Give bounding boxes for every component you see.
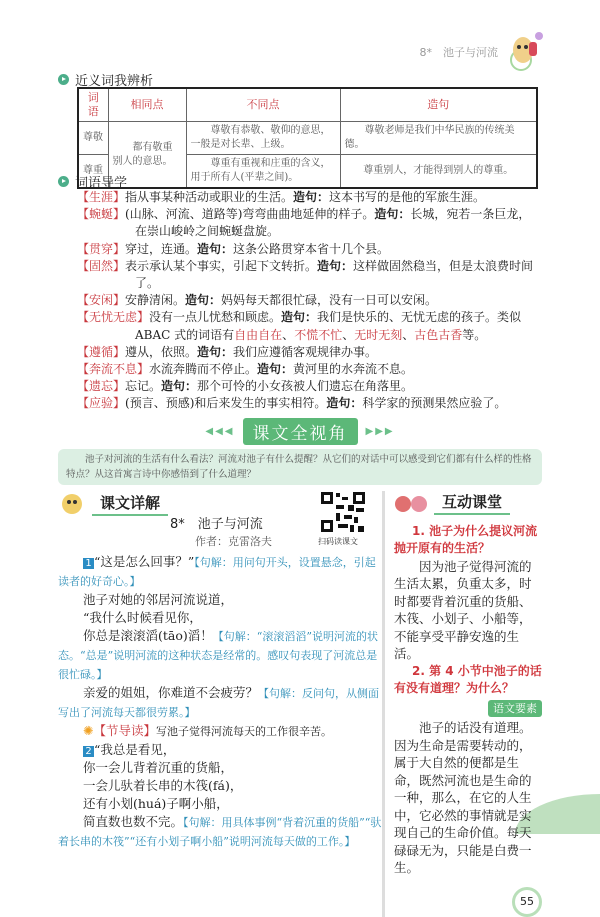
vocab-term: 【遗忘】	[77, 379, 126, 394]
annotation: 【句解：用问句开头，设置悬念，引起读者的好奇心。】	[58, 555, 376, 588]
table-cell-sentence: 尊重别人，才能得到别人的尊重。	[340, 155, 537, 189]
fruit-mascots-icon	[394, 491, 428, 515]
table-cell-diff: 尊敬有恭敬、敬仰的意思，一般是对长辈、上级。	[186, 122, 340, 155]
vocab-list	[77, 189, 542, 413]
vocab-term: 【奔流不息】	[77, 362, 150, 377]
vocab-definition: 没有一点儿忧愁和顾虑。	[149, 310, 282, 325]
qr-code[interactable]	[320, 491, 366, 533]
poem-line: 简直数也数不完。【句解：用具体事例“背着沉重的货船”“驮着长串的木筏”“还有小划子啊小船”说明河流每天做的工作。】	[58, 813, 382, 848]
abac-word: 古色古香	[414, 327, 463, 342]
running-header: 8* 池子与河流	[419, 46, 498, 59]
synonym-table	[77, 87, 538, 189]
vocab-term: 【应验】	[77, 396, 126, 411]
poem-line: 池子对她的邻居河流说道，	[83, 591, 234, 607]
vocab-term: 【贯穿】	[77, 241, 126, 256]
vocab-definition: (预言、预感)和后来发生的事实相符。	[125, 396, 327, 411]
mascot-illustration	[505, 30, 545, 72]
guiding-questions: 池子对河流的生活有什么看法？河流对池子有什么提醒？从它们的对话中可以感受到它们都有什么样的性格特点？从这首寓言诗中你感悟到了什么道理？	[58, 449, 542, 485]
interactive-class-heading: 互动课堂	[394, 491, 542, 515]
vocab-entry	[77, 361, 542, 378]
left-arrows-icon: ◀◀◀	[205, 425, 235, 437]
lesson-text	[58, 553, 382, 851]
play-bullet-icon	[58, 176, 69, 187]
col-header: 词语	[78, 88, 108, 122]
vocab-entry	[77, 344, 542, 361]
content-flow	[58, 189, 542, 917]
vocab-entry	[77, 189, 542, 206]
vocab-example: 我们是快乐的、无忧无虑的孩子。类似 ABAC 式的词语有	[135, 310, 522, 342]
sun-icon: ✺	[83, 722, 94, 738]
answer-1: 因为池子觉得河流的生活太累，负重太多，时时都要背着沉重的货船、木筏、小划子、小船等，不能享受平静安逸的生活。	[394, 558, 532, 662]
mascot-icon	[58, 491, 86, 517]
paragraph-2: 2 “我总是看见，	[58, 741, 382, 759]
section-vocab-title: 词语导学	[58, 172, 127, 191]
lesson-explain-heading: 课文详解	[58, 491, 168, 517]
vocab-definition: 忘记。	[125, 379, 162, 394]
paragraph-number: 2	[83, 746, 94, 757]
interactive-column	[382, 491, 542, 917]
annotation: 【句解：“滚滚滔滔”说明河流的状态。“总是”说明河流的这种状态是经常的。感叹句表现了河流总是很忙碌。】	[58, 629, 379, 681]
paragraph-1: 1 “这是怎么回事？”【句解：用问句开头，设置悬念，引起读者的好奇心。】	[58, 553, 376, 588]
paragraph-number: 1	[83, 558, 94, 569]
vocab-entry	[77, 258, 542, 292]
vocab-entry	[77, 206, 542, 240]
language-element-tag: 语文要素	[488, 700, 542, 718]
two-column-area	[58, 491, 542, 917]
table-cell-sentence: 尊敬老师是我们中华民族的传统美德。	[340, 122, 537, 155]
abac-word: 无时无刻	[354, 327, 403, 342]
table-cell-word: 尊敬	[78, 122, 108, 155]
table-cell-word: 尊重	[78, 155, 108, 189]
col-header: 造句	[340, 88, 537, 122]
example-label: 造句：	[281, 310, 318, 325]
abac-word: 不慌不忙	[294, 327, 343, 342]
play-bullet-icon	[58, 74, 69, 85]
poem-line: 一会儿驮着长串的木筏(fá)，	[83, 777, 243, 793]
lesson-author: 作者：克雷洛夫	[195, 534, 272, 548]
lesson-header	[58, 491, 382, 553]
section-synonyms-title: 近义词我辨析	[58, 70, 153, 89]
vocab-example: 这本书写的是他的军旅生涯。	[329, 190, 486, 204]
question-1: 1. 池子为什么提议河流抛开原有的生活？	[394, 523, 538, 556]
vocab-entry	[77, 292, 542, 309]
vocab-entry	[77, 241, 542, 258]
poem-line: “我什么时候看见你，	[83, 609, 202, 625]
vocab-term: 【蜿蜒】	[77, 207, 126, 222]
col-header: 不同点	[186, 88, 340, 122]
poem-line: 你一会儿背着沉重的货船，	[83, 759, 234, 775]
vocab-example: 黄河里的水奔流不息。	[293, 362, 414, 377]
separator: 、	[402, 327, 415, 342]
vocab-entry	[77, 309, 542, 343]
separator: 、	[282, 327, 295, 342]
vocab-term: 【生涯】	[77, 190, 126, 204]
vocab-definition: 表示承认某个事实，引起下文转折。	[125, 258, 318, 273]
banner-title: 课文全视角	[243, 418, 358, 445]
example-label: 造句：	[197, 344, 234, 359]
poem-line: 还有小划(huá)子啊小船，	[83, 795, 229, 811]
example-label: 造句：	[374, 207, 411, 222]
example-label: 造句：	[326, 396, 363, 411]
annotation: 【句解：反问句，从侧面写出了河流每天都很劳累。】	[58, 686, 380, 719]
table-cell-common: 都有敬重别人的意思。	[108, 122, 186, 189]
example-label: 造句：	[185, 293, 222, 308]
vocab-example: 长城，宛若一条巨龙，在崇山峻岭之间蜿蜒盘旋。	[135, 207, 531, 239]
vocab-definition: 穿过，连通。	[125, 241, 198, 256]
example-label: 造句：	[197, 241, 234, 256]
section-banner	[58, 418, 542, 445]
vocab-term: 【无忧无虑】	[77, 310, 150, 325]
interactive-qa	[394, 523, 542, 877]
vocab-example: 这条公路贯穿本省十几个县。	[233, 241, 390, 256]
vocab-example: 我们应遵循客观规律办事。	[233, 344, 378, 359]
vocab-example: 科学家的预测果然应验了。	[362, 396, 507, 411]
vocab-definition: 安静清闲。	[125, 293, 186, 308]
example-label: 造句：	[257, 362, 294, 377]
vocab-term: 【安闲】	[77, 293, 126, 308]
separator: 、	[342, 327, 355, 342]
vocab-definition: 指从事某种活动或职业的生活。	[125, 190, 294, 204]
vocab-example: 那个可怜的小女孩被人们遗忘在角落里。	[197, 379, 414, 394]
vocab-entry	[77, 378, 542, 395]
page-number: 55	[512, 887, 542, 917]
example-label: 造句：	[317, 258, 354, 273]
poem-line: 你总是滚滚滔(tāo)滔！【句解：“滚滚滔滔”说明河流的状态。“总是”说明河流的这种状态是经常的。感叹句表现了河流总是很忙碌。】	[58, 627, 379, 681]
vocab-tail: 等。	[462, 327, 487, 342]
table-cell-diff: 尊重有重视和庄重的含义，用于所有人(平辈之间)。	[186, 155, 340, 189]
right-arrows-icon: ▶▶▶	[365, 425, 395, 437]
col-header: 相同点	[108, 88, 186, 122]
poem-line: 亲爱的姐姐，你难道不会疲劳？【句解：反问句，从侧面写出了河流每天都很劳累。】	[58, 684, 380, 719]
qr-caption: 扫码读课文	[318, 536, 358, 546]
annotation: 【句解：用具体事例“背着沉重的货船”“驮着长串的木筏”“还有小划子啊小船”说明河流每天做的工作。】	[58, 815, 382, 848]
question-2: 2. 第 4 小节中池子的话有没有道理？为什么？	[394, 663, 542, 696]
vocab-definition: 遵从，依照。	[125, 344, 198, 359]
example-label: 造句：	[161, 379, 198, 394]
lesson-title: 8* 池子与河流	[170, 516, 263, 532]
vocab-definition: 水流奔腾而不停止。	[149, 362, 258, 377]
example-label: 造句：	[293, 190, 330, 204]
answer-2: 池子的话没有道理。因为生命是需要转动的，属于大自然的便都是生命，既然河流也是生命的一种，那么，在它的人生中，它必然的事情就是实现自己的生命价值。每天碌碌无为，只能是白费一生。	[394, 720, 532, 876]
vocab-definition: (山脉、河流、道路等)弯弯曲曲地延伸的样子。	[125, 207, 375, 222]
section-guide: ✺【节导读】写池子觉得河流每天的工作很辛苦。	[83, 722, 332, 738]
abac-word: 自由自在	[234, 327, 283, 342]
vocab-example: 妈妈每天都很忙碌，没有一日可以安闲。	[221, 293, 438, 308]
vocab-entry	[77, 395, 542, 412]
vocab-example: 这样做固然稳当，但是太浪费时间了。	[135, 258, 534, 291]
vocab-term: 【固然】	[77, 258, 126, 273]
lesson-column	[58, 491, 382, 917]
vocab-term: 【遵循】	[77, 344, 126, 359]
